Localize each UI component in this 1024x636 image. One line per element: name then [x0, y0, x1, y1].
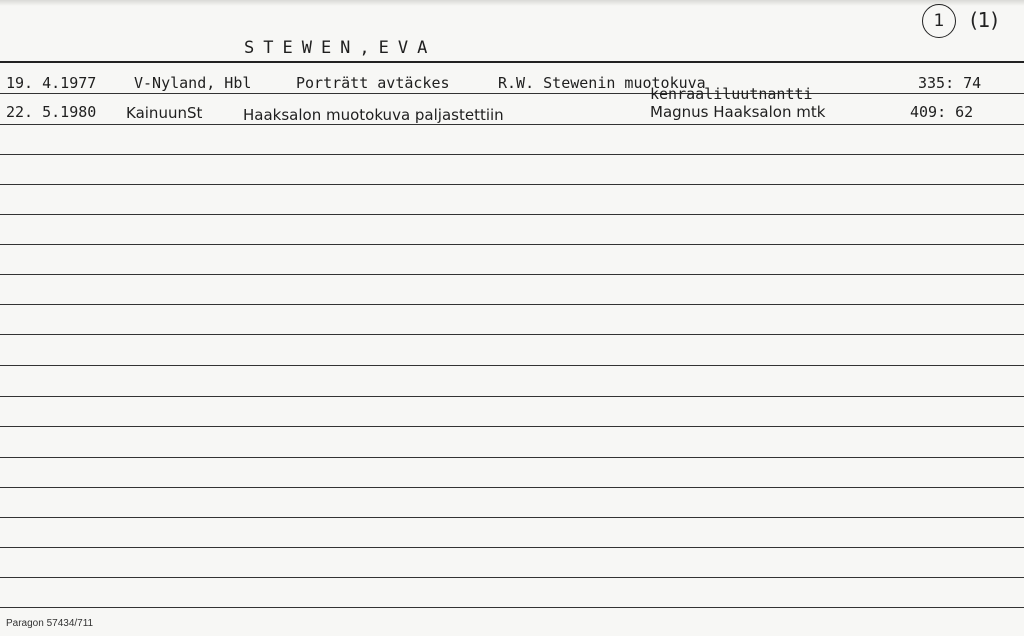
ruled-line: [0, 547, 1024, 548]
ruled-line: [0, 184, 1024, 185]
entry-text: Haaksalon muotokuva paljastettiin: [243, 106, 504, 124]
card-number-circled: [922, 4, 956, 38]
ruled-line: [0, 577, 1024, 578]
ruled-line: [0, 365, 1024, 366]
card-number-circled-text: 1: [933, 11, 945, 31]
ruled-line: [0, 93, 1024, 94]
entry-date: 19. 4.1977: [6, 74, 97, 92]
entry-reference: 335: 74: [918, 74, 982, 92]
ruled-line: [0, 304, 1024, 305]
entry-text-continued: R.W. Stewenin muotokuva: [498, 74, 706, 92]
ruled-line: [0, 457, 1024, 458]
entry-date: 22. 5.1980: [6, 103, 97, 121]
ruled-line: [0, 214, 1024, 215]
ruled-line: [0, 274, 1024, 275]
entry-note-line-2: Magnus Haaksalon mtk: [650, 103, 826, 121]
entry-source: V-Nyland, Hbl: [134, 74, 252, 92]
entry-reference: 409: 62: [910, 103, 974, 121]
header-rule: [0, 61, 1024, 63]
ruled-line: [0, 124, 1024, 125]
ruled-line: [0, 154, 1024, 155]
ruled-line: [0, 487, 1024, 488]
ruled-line: [0, 426, 1024, 427]
card-number-paren: (1): [970, 8, 999, 32]
ruled-line: [0, 607, 1024, 608]
ruled-line: [0, 396, 1024, 397]
ruled-line: [0, 244, 1024, 245]
entry-text: Porträtt avtäckes: [296, 74, 450, 92]
ruled-line: [0, 334, 1024, 335]
card-footer: Paragon 57434/711: [6, 618, 94, 629]
card-top-edge: [0, 0, 1024, 6]
entry-source: KainuunSt: [126, 104, 203, 122]
card-title: STEWEN,EVA: [244, 38, 437, 58]
ruled-line: [0, 517, 1024, 518]
entry-note-line-1: kenraaliluutnantti: [650, 85, 813, 103]
